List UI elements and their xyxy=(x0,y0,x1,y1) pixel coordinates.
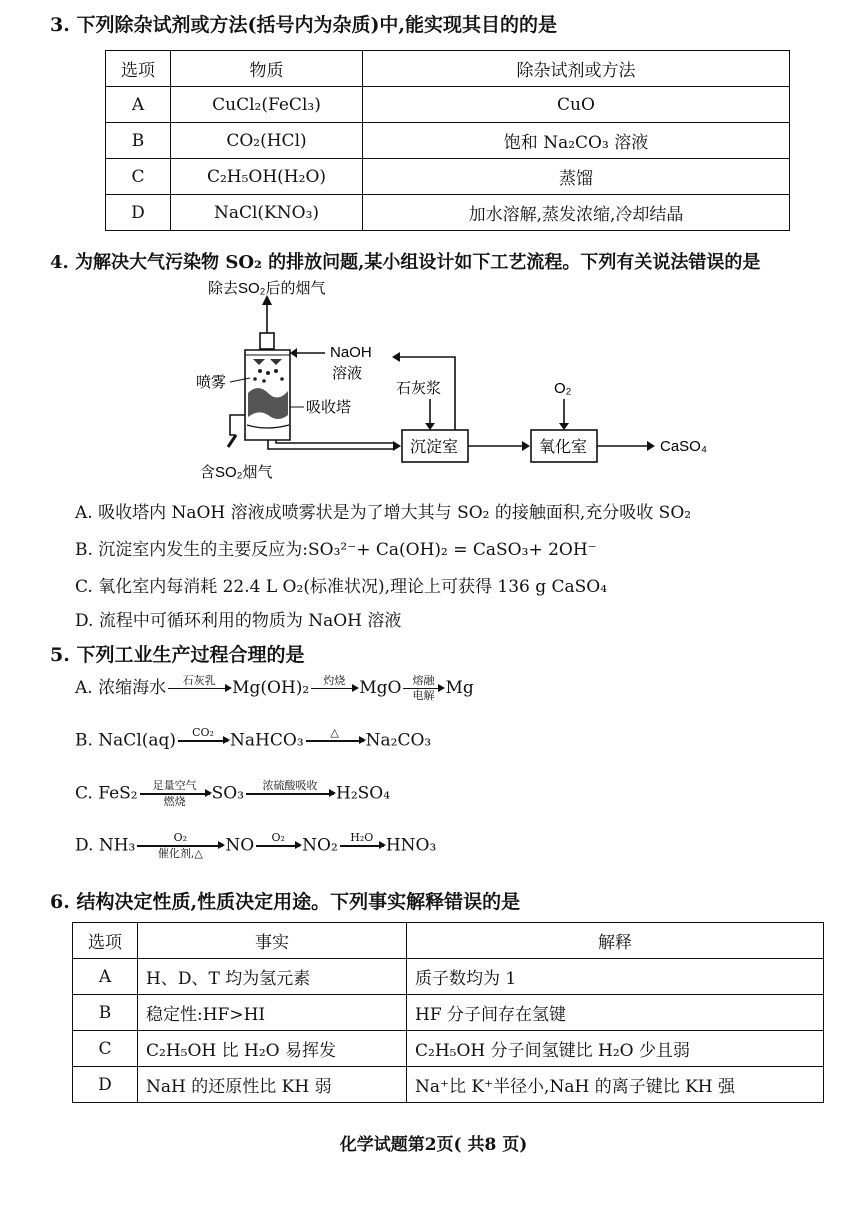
process-flow-diagram xyxy=(190,275,750,485)
header-cell: 除杂试剂或方法 xyxy=(363,51,790,87)
option-cell: D xyxy=(73,1067,138,1103)
substance-cell: NaCl(KNO₃) xyxy=(171,195,363,231)
table-row xyxy=(73,1067,824,1103)
q5-option-a xyxy=(75,673,474,702)
table-row xyxy=(106,159,790,195)
product: NO₂ xyxy=(302,835,338,856)
method-cell: CuO xyxy=(363,87,790,123)
reaction-arrow: 灼烧 xyxy=(311,675,357,703)
product: MgO xyxy=(359,678,402,698)
reaction-arrow: H₂O xyxy=(340,832,384,860)
q4-option-c: C. 氧化室内每消耗 22.4 L O₂(标准状况),理论上可获得 136 g CaSO₄ xyxy=(75,577,608,597)
inlet-label: 含SO₂烟气 xyxy=(200,464,273,481)
option-cell: A xyxy=(73,959,138,995)
substance-cell: C₂H₅OH(H₂O) xyxy=(171,159,363,195)
header-cell: 事实 xyxy=(138,923,407,959)
option-cell: B xyxy=(73,995,138,1031)
option-cell: D xyxy=(106,195,171,231)
table-row xyxy=(73,995,824,1031)
method-cell: 蒸馏 xyxy=(363,159,790,195)
page-footer: 化学试题第2页( 共8 页) xyxy=(339,1135,528,1155)
option-cell: C xyxy=(106,159,171,195)
explanation-cell: C₂H₅OH 分子间氢键比 H₂O 少且弱 xyxy=(407,1031,824,1067)
q4-option-b: B. 沉淀室内发生的主要反应为:SO₃²⁻+ Ca(OH)₂ = CaSO₃+ 2OH⁻ xyxy=(75,540,597,560)
reaction-arrow: O₂ 催化剂,△ xyxy=(137,832,223,860)
reaction-arrow: CO₂ xyxy=(178,727,228,755)
question-6-title: 6. 结构决定性质,性质决定用途。下列事实解释错误的是 xyxy=(50,891,521,913)
header-cell: 选项 xyxy=(106,51,171,87)
reactant: D. NH₃ xyxy=(75,835,136,856)
question-4-title: 4. 为解决大气污染物 SO₂ 的排放问题,某小组设计如下工艺流程。下列有关说法错误的是 xyxy=(50,252,761,273)
reaction-arrow: O₂ xyxy=(256,832,300,860)
product: NO xyxy=(225,835,255,856)
table-row xyxy=(106,195,790,231)
reaction-arrow: △ xyxy=(306,727,364,755)
table-row xyxy=(73,959,824,995)
q5-option-c xyxy=(75,780,390,808)
question-5-title: 5. 下列工业生产过程合理的是 xyxy=(50,644,305,666)
option-cell: B xyxy=(106,123,171,159)
header-cell: 选项 xyxy=(73,923,138,959)
reaction-arrow: 熔融 电解 xyxy=(403,675,443,703)
table-row xyxy=(73,1031,824,1067)
fact-cell: H、D、T 均为氢元素 xyxy=(138,959,407,995)
top-exhaust-label: 除去SO₂后的烟气 xyxy=(208,280,326,297)
table-row xyxy=(106,87,790,123)
product: Na₂CO₃ xyxy=(365,730,432,751)
q3-table xyxy=(105,50,790,231)
q5-option-b xyxy=(75,727,431,755)
q6-table xyxy=(72,922,824,1103)
q5-option-d xyxy=(75,832,436,860)
method-cell: 加水溶解,蒸发浓缩,冷却结晶 xyxy=(363,195,790,231)
o2-label: O₂ xyxy=(554,380,572,397)
table-header-row xyxy=(106,51,790,87)
product: SO₃ xyxy=(211,783,245,804)
reactant: C. FeS₂ xyxy=(75,783,138,804)
table-row xyxy=(106,123,790,159)
product: HNO₃ xyxy=(385,835,437,856)
option-cell: C xyxy=(73,1031,138,1067)
table-header-row xyxy=(73,923,824,959)
product-label: CaSO₄ xyxy=(660,438,707,455)
reactant: B. NaCl(aq) xyxy=(75,730,177,751)
header-cell: 物质 xyxy=(171,51,363,87)
fact-cell: C₂H₅OH 比 H₂O 易挥发 xyxy=(138,1031,407,1067)
reactant: A. 浓缩海水 xyxy=(75,678,167,698)
reaction-arrow: 石灰乳 xyxy=(168,675,230,703)
tower-label: 吸收塔 xyxy=(306,399,352,416)
fact-cell: 稳定性:HF>HI xyxy=(138,995,407,1031)
explanation-cell: Na⁺比 K⁺半径小,NaH 的离子键比 KH 强 xyxy=(407,1067,824,1103)
lime-slurry-label: 石灰浆 xyxy=(396,380,442,397)
reaction-arrow: 浓硫酸吸收 xyxy=(246,780,334,808)
substance-cell: CO₂(HCl) xyxy=(171,123,363,159)
product: Mg xyxy=(445,678,474,698)
naoh-label: NaOH xyxy=(330,344,372,361)
header-cell: 解释 xyxy=(407,923,824,959)
question-3-title: 3. 下列除杂试剂或方法(括号内为杂质)中,能实现其目的的是 xyxy=(50,14,558,36)
naoh-solution-label: 溶液 xyxy=(332,365,363,382)
reaction-arrow: 足量空气 燃烧 xyxy=(140,780,210,808)
option-cell: A xyxy=(106,87,171,123)
explanation-cell: HF 分子间存在氢键 xyxy=(407,995,824,1031)
method-cell: 饱和 Na₂CO₃ 溶液 xyxy=(363,123,790,159)
substance-cell: CuCl₂(FeCl₃) xyxy=(171,87,363,123)
fact-cell: NaH 的还原性比 KH 弱 xyxy=(138,1067,407,1103)
product: Mg(OH)₂ xyxy=(232,678,310,698)
q4-option-d: D. 流程中可循环利用的物质为 NaOH 溶液 xyxy=(75,611,402,631)
product: H₂SO₄ xyxy=(336,783,391,804)
precipitation-room-label: 沉淀室 xyxy=(410,439,459,456)
explanation-cell: 质子数均为 1 xyxy=(407,959,824,995)
q4-option-a: A. 吸收塔内 NaOH 溶液成喷雾状是为了增大其与 SO₂ 的接触面积,充分吸收 SO₂ xyxy=(75,503,692,523)
spray-label: 喷雾 xyxy=(196,374,227,391)
oxidation-room-label: 氧化室 xyxy=(539,439,588,456)
product: NaHCO₃ xyxy=(230,730,304,751)
